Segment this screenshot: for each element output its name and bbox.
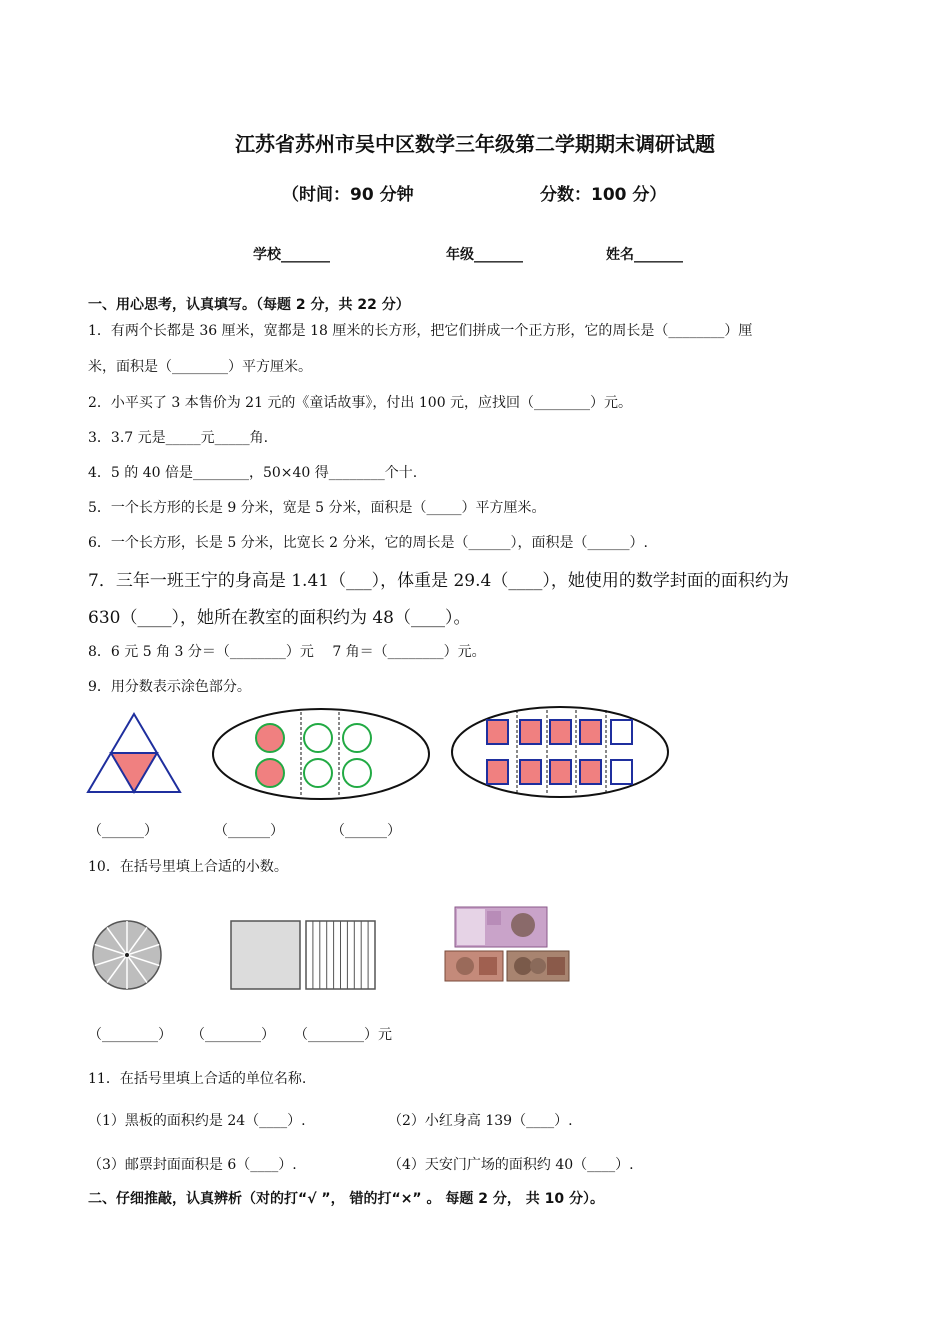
question-2: 2．小平买了 3 本售价为 21 元的《童话故事》，付出 100 元，应找回（________）元。 xyxy=(88,395,633,411)
q9-answer-2: （______） xyxy=(214,823,284,839)
school-field: 学校_______ xyxy=(253,247,330,263)
question-7-line-1: 7．三年一班王宁的身高是 1.41（___），体重是 29.4（____），她使用的数学封面的面积约为 xyxy=(88,571,789,591)
exam-time: （时间：90 分钟 xyxy=(282,185,414,205)
question-8: 8．6 元 5 角 3 分＝（________）元 7 角＝（________）元。 xyxy=(88,644,486,660)
question-9: 9．用分数表示涂色部分。 xyxy=(88,679,251,695)
question-1-line-2: 米，面积是（________）平方厘米。 xyxy=(88,359,312,375)
divided-circle-figure xyxy=(90,918,164,992)
triangle-figure xyxy=(84,710,184,796)
question-11-part-2: （2）小红身高 139（____）. xyxy=(388,1113,573,1129)
exam-score: 分数：100 分） xyxy=(540,185,667,205)
q9-answer-1: （______） xyxy=(88,823,158,839)
question-4: 4．5 的 40 倍是________，50×40 得________个十. xyxy=(88,465,418,481)
question-7-line-2: 630（____），她所在教室的面积约为 48（____）。 xyxy=(88,608,471,628)
grade-field: 年级_______ xyxy=(446,247,523,263)
question-11: 11．在括号里填上合适的单位名称. xyxy=(88,1071,307,1087)
section-2-heading: 二、仔细推敲，认真辨析（对的打“√ ”， 错的打“×” 。 每题 2 分， 共 10 分）。 xyxy=(88,1191,604,1207)
page-title: 江苏省苏州市吴中区数学三年级第二学期期末调研试题 xyxy=(235,132,715,156)
q9-answer-3: （______） xyxy=(331,823,401,839)
question-1-line-1: 1．有两个长都是 36 厘米，宽都是 18 厘米的长方形，把它们拼成一个正方形，它的周长是（________）厘 xyxy=(88,323,753,339)
circles-ellipse-figure xyxy=(210,706,432,802)
question-11-part-1: （1）黑板的面积约是 24（____）. xyxy=(88,1113,306,1129)
striped-square-figure xyxy=(305,920,377,990)
square-figure xyxy=(230,920,302,990)
q10-answer-3: （________）元 xyxy=(294,1027,392,1043)
name-field: 姓名_______ xyxy=(606,247,683,263)
banknotes-figure xyxy=(443,905,571,983)
question-3: 3．3.7 元是_____元_____角. xyxy=(88,430,269,446)
squares-ellipse-figure xyxy=(450,704,672,800)
question-11-part-3: （3）邮票封面面积是 6（____）. xyxy=(88,1157,297,1173)
q10-answer-1: （________） xyxy=(88,1027,172,1043)
section-1-heading: 一、用心思考，认真填写。（每题 2 分，共 22 分） xyxy=(88,297,410,313)
question-10: 10．在括号里填上合适的小数。 xyxy=(88,859,288,875)
question-11-part-4: （4）天安门广场的面积约 40（____）. xyxy=(388,1157,634,1173)
question-6: 6．一个长方形，长是 5 分米，比宽长 2 分米，它的周长是（______），面积是（______）. xyxy=(88,535,648,551)
q10-answer-2: （________） xyxy=(191,1027,275,1043)
question-5: 5．一个长方形的长是 9 分米，宽是 5 分米，面积是（_____）平方厘米。 xyxy=(88,500,546,516)
